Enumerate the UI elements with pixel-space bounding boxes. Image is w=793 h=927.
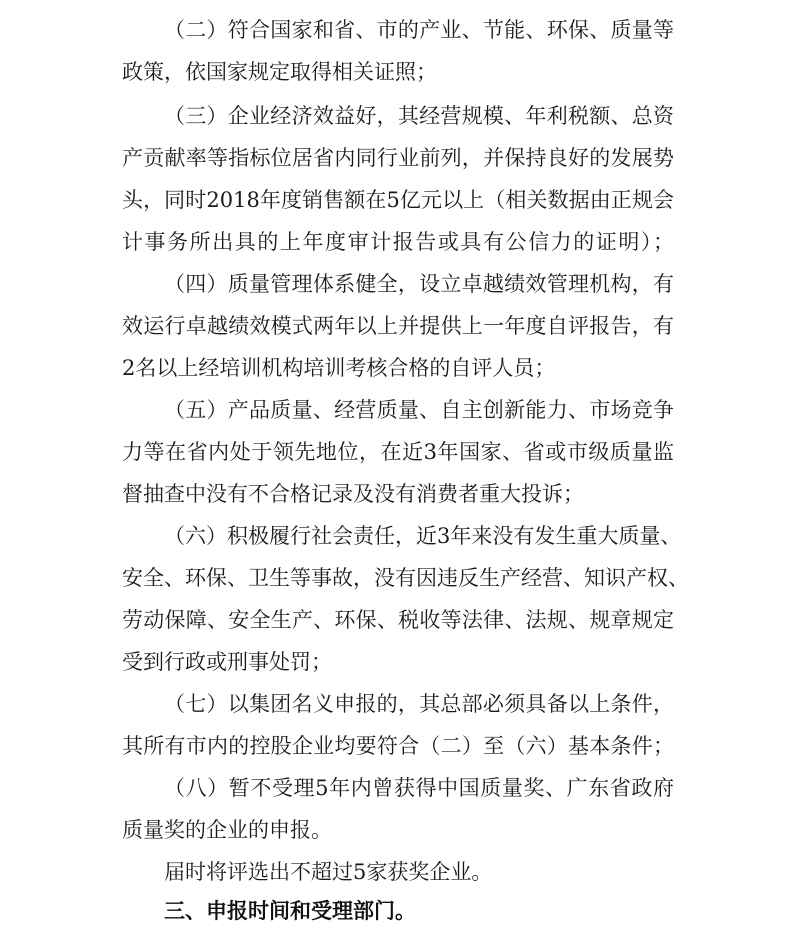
paragraph-line: 产贡献率等指标位居省内同行业前列，并保持良好的发展势 bbox=[122, 146, 674, 170]
paragraph-line: （二）符合国家和省、市的产业、节能、环保、质量等 bbox=[164, 18, 674, 42]
paragraph-line: （四）质量管理体系健全，设立卓越绩效管理机构，有 bbox=[164, 272, 674, 296]
paragraph-line: （七）以集团名义申报的，其总部必须具备以上条件， bbox=[164, 692, 674, 716]
paragraph-line: 质量奖的企业的申报。 bbox=[122, 818, 332, 842]
paragraph-line: （八）暂不受理5年内曾获得中国质量奖、广东省政府 bbox=[164, 776, 674, 800]
paragraph-line: 力等在省内处于领先地位，在近3年国家、省或市级质量监 bbox=[122, 440, 674, 464]
paragraph-line: （三）企业经济效益好，其经营规模、年利税额、总资 bbox=[164, 104, 674, 128]
paragraph-line: 政策，依国家规定取得相关证照； bbox=[122, 60, 437, 84]
paragraph-line: 效运行卓越绩效模式两年以上并提供上一年度自评报告，有 bbox=[122, 314, 674, 338]
paragraph-line: （六）积极履行社会责任，近3年来没有发生重大质量、 bbox=[164, 524, 682, 548]
paragraph-line: 受到行政或刑事处罚； bbox=[122, 650, 332, 674]
paragraph-line: 其所有市内的控股企业均要符合（二）至（六）基本条件； bbox=[122, 734, 674, 758]
paragraph-line: 劳动保障、安全生产、环保、税收等法律、法规、规章规定 bbox=[122, 608, 674, 632]
paragraph-line: 督抽查中没有不合格记录及没有消费者重大投诉； bbox=[122, 482, 584, 506]
paragraph-line: 计事务所出具的上年度审计报告或具有公信力的证明）； bbox=[122, 230, 674, 254]
paragraph-line: 安全、环保、卫生等事故，没有因违反生产经营、知识产权、 bbox=[122, 566, 689, 590]
paragraph-line: （五）产品质量、经营质量、自主创新能力、市场竞争 bbox=[164, 398, 674, 422]
paragraph-line: 头，同时2018年度销售额在5亿元以上（相关数据由正规会 bbox=[122, 188, 674, 212]
paragraph-line: 2名以上经培训机构培训考核合格的自评人员； bbox=[122, 356, 556, 380]
section-heading: 三、申报时间和受理部门。 bbox=[164, 899, 416, 923]
paragraph-line: 届时将评选出不超过5家获奖企业。 bbox=[164, 860, 493, 884]
